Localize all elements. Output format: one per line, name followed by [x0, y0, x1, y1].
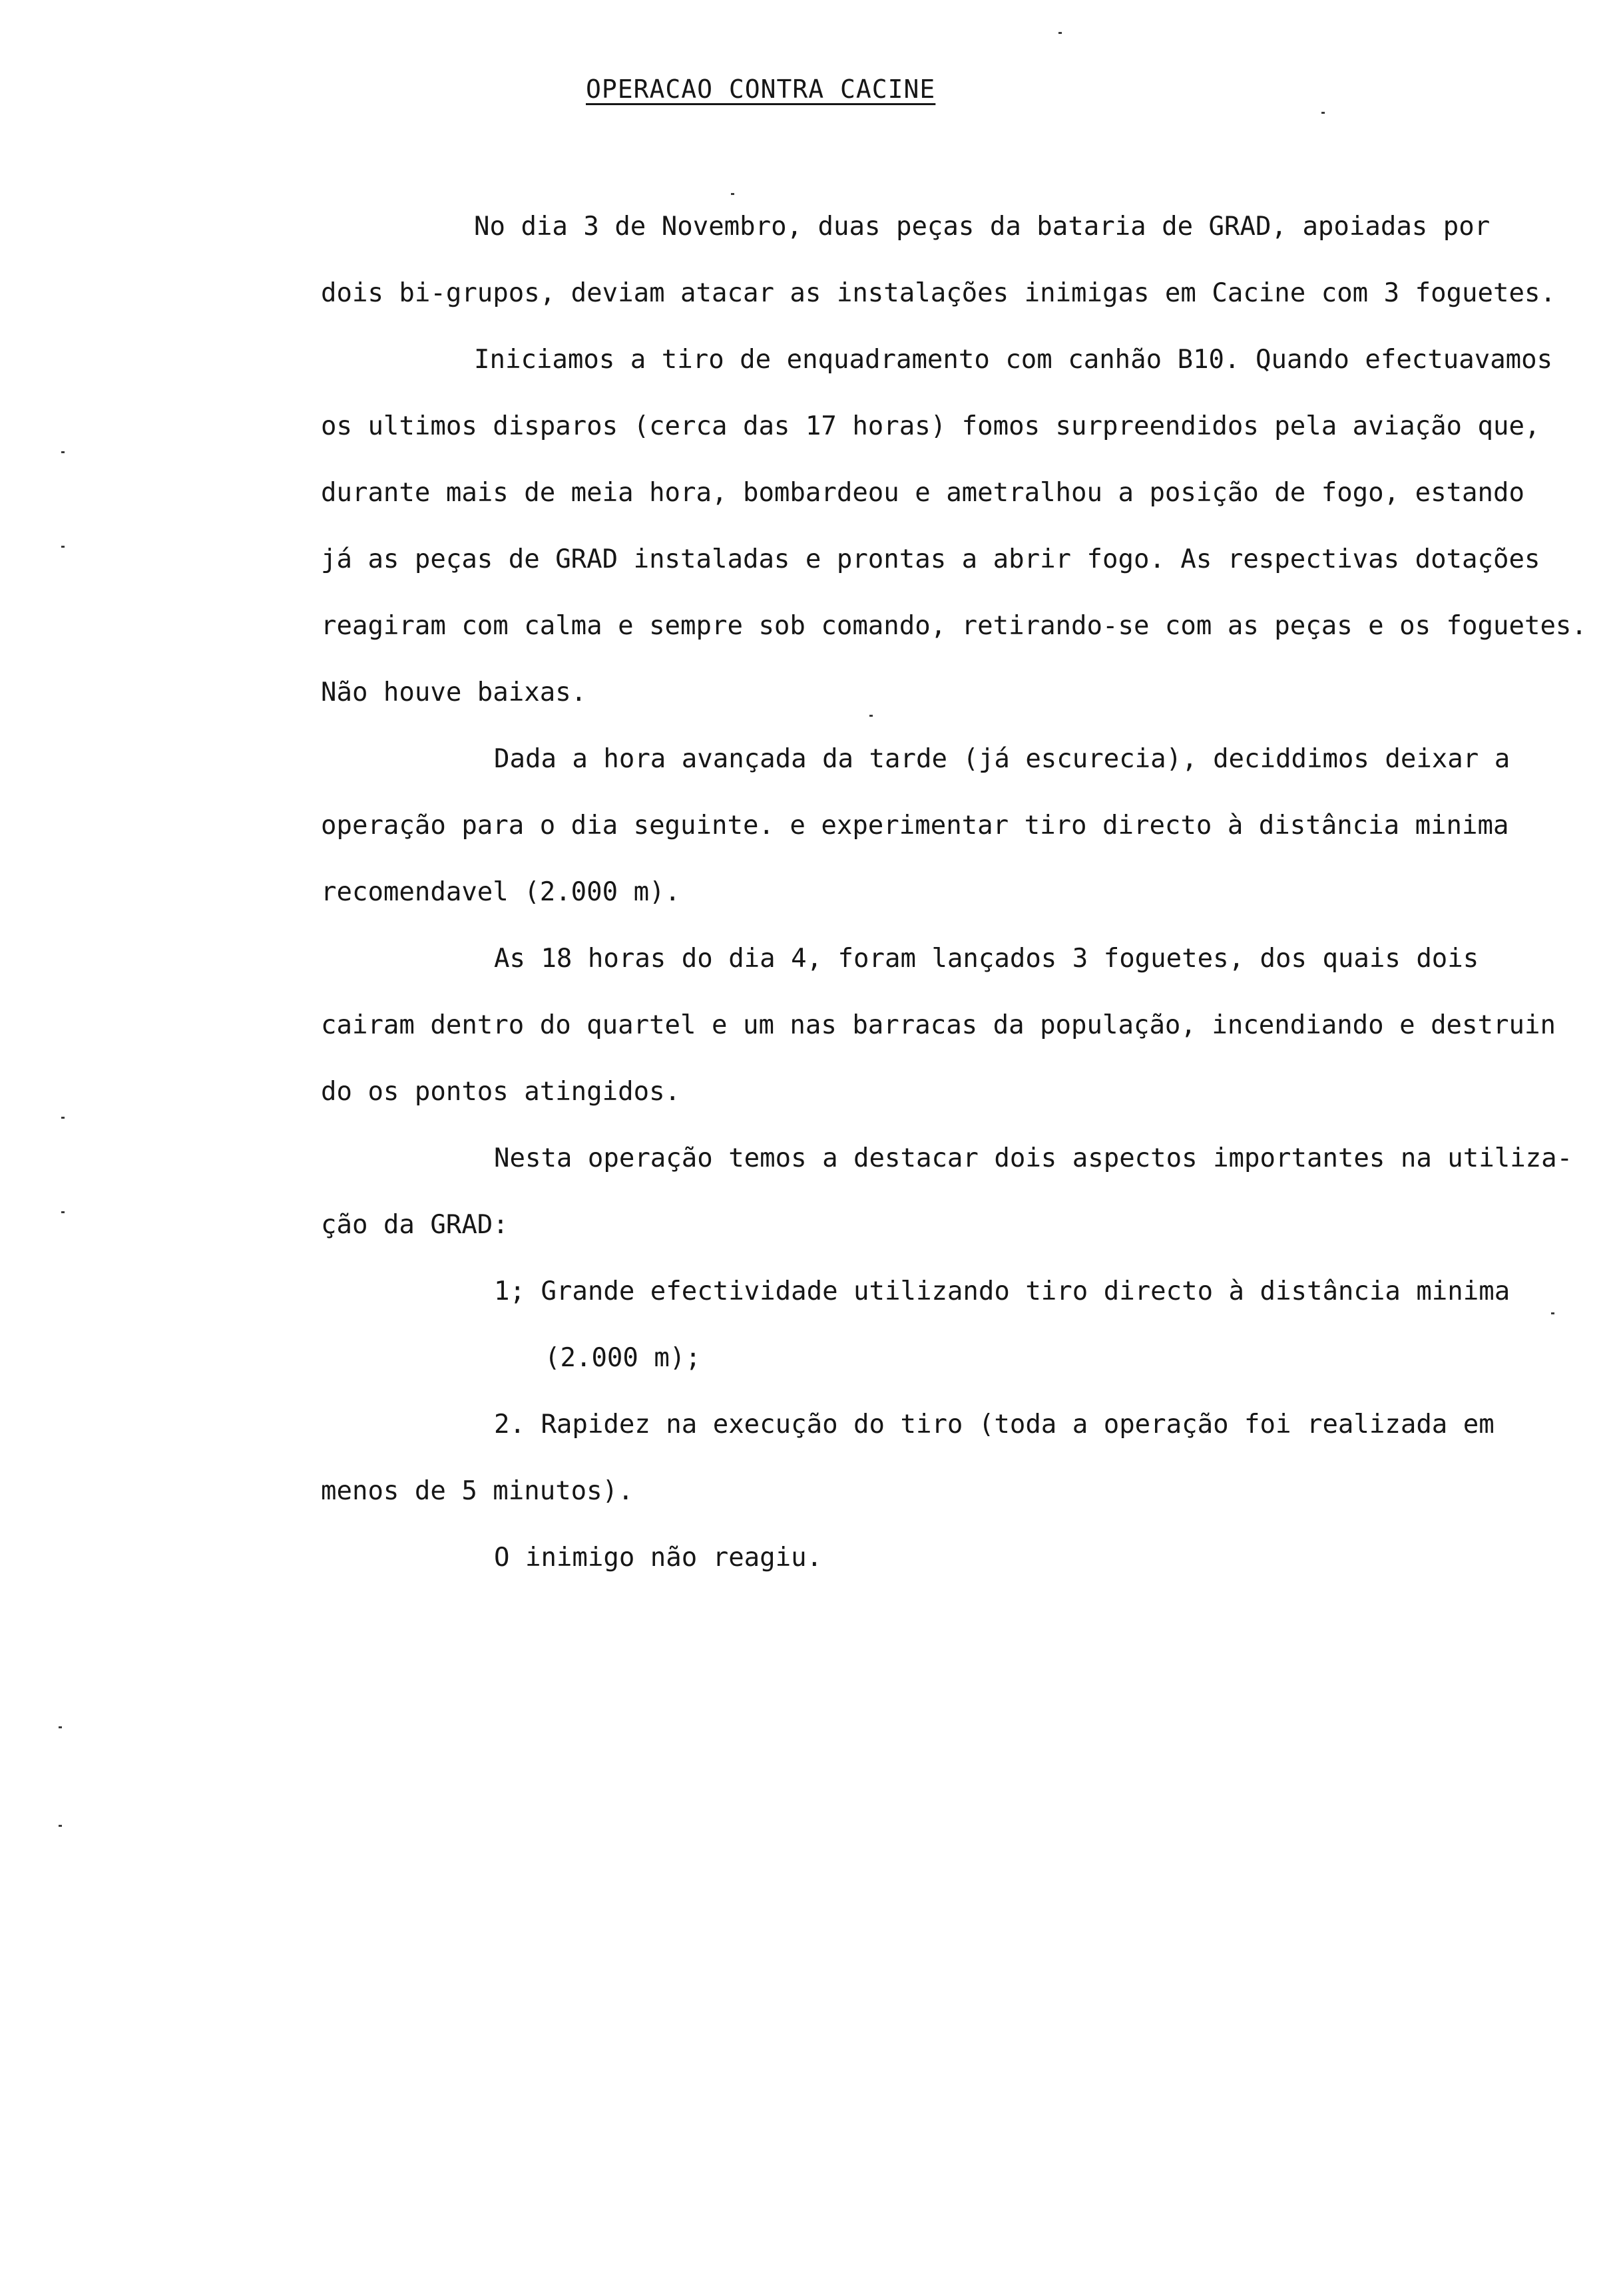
text-line-20: menos de 5 minutos).	[321, 1476, 634, 1506]
text-line-10: operação para o dia seguinte. e experimentar tiro directo à distância minima	[321, 811, 1509, 841]
text-line-11: recomendavel (2.000 m).	[321, 877, 681, 907]
text-line-15: Nesta operação temos a destacar dois aspectos importantes na utiliza-	[494, 1143, 1573, 1173]
text-line-18: (2.000 m);	[545, 1343, 701, 1373]
scan-speck	[61, 1117, 65, 1119]
text-line-12: As 18 horas do dia 4, foram lançados 3 foguetes, dos quais dois	[494, 944, 1479, 974]
scan-speck	[61, 1211, 65, 1213]
scan-speck	[59, 1825, 62, 1827]
scan-speck	[731, 193, 734, 195]
scan-speck	[1551, 1312, 1554, 1314]
scan-speck	[1058, 32, 1062, 34]
text-line-9: Dada a hora avançada da tarde (já escurecia), deciddimos deixar a	[494, 744, 1510, 774]
text-line-4: os ultimos disparos (cerca das 17 horas) fomos surpreendidos pela aviação que,	[321, 411, 1540, 441]
text-line-21: O inimigo não reagiu.	[494, 1543, 823, 1573]
text-line-3: Iniciamos a tiro de enquadramento com canhão B10. Quando efectuavamos	[474, 345, 1553, 375]
scan-speck	[61, 451, 65, 453]
text-line-2: dois bi-grupos, deviam atacar as instalações inimigas em Cacine com 3 foguetes.	[321, 278, 1556, 308]
text-line-19: 2. Rapidez na execução do tiro (toda a operação foi realizada em	[494, 1410, 1495, 1439]
text-line-14: do os pontos atingidos.	[321, 1077, 681, 1107]
text-line-16: ção da GRAD:	[321, 1210, 509, 1240]
scan-speck	[59, 1726, 62, 1728]
text-line-5: durante mais de meia hora, bombardeou e ametralhou a posição de fogo, estando	[321, 478, 1524, 508]
scan-speck	[1321, 112, 1325, 114]
text-line-7: reagiram com calma e sempre sob comando, retirando-se com as peças e os foguetes.	[321, 611, 1587, 641]
scan-speck	[869, 715, 873, 717]
text-line-6: já as peças de GRAD instaladas e prontas a abrir fogo. As respectivas dotações	[321, 544, 1540, 574]
text-line-1: No dia 3 de Novembro, duas peças da bataria de GRAD, apoiadas por	[474, 212, 1491, 242]
text-line-17: 1; Grande efectividade utilizando tiro directo à distância minima	[494, 1276, 1510, 1306]
document-title: OPERACAO CONTRA CACINE	[586, 75, 936, 104]
text-line-8: Não houve baixas.	[321, 677, 587, 707]
text-line-13: cairam dentro do quartel e um nas barracas da população, incendiando e destruin	[321, 1010, 1556, 1040]
scan-speck	[61, 546, 65, 548]
